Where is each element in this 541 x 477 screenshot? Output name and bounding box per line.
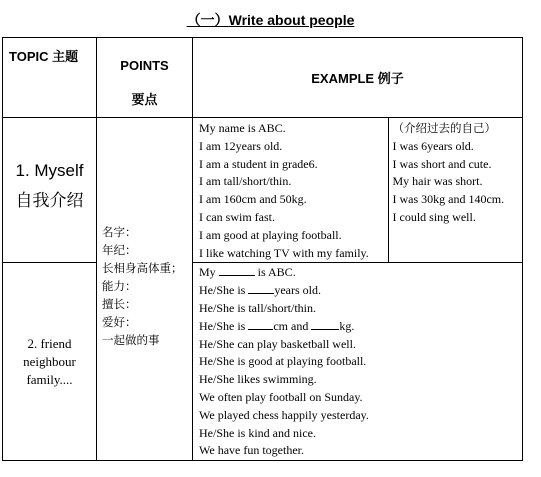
topic-others <box>3 263 97 461</box>
example-line: I could sing well. <box>392 209 476 224</box>
point-strength: 擅长： <box>102 297 137 311</box>
example-line: I can swim fast. <box>199 209 275 224</box>
example-line: I am 160cm and 50kg. <box>199 192 307 207</box>
example-line: He/She can play basketball well. <box>199 336 356 351</box>
row-others <box>3 263 523 461</box>
header-points-en: POINTS <box>120 58 169 73</box>
topic-myself-zh: 自我介绍 <box>15 191 84 211</box>
example-line: He/She is years old. <box>199 283 321 298</box>
example-line: My is ABC. <box>199 265 296 280</box>
example-line: I was 30kg and 140cm. <box>392 192 505 207</box>
example-line: My name is ABC. <box>199 121 286 135</box>
example-line: I am tall/short/thin. <box>199 174 292 189</box>
example-line: My hair was short. <box>392 174 483 189</box>
example-line: I am good at playing football. <box>199 227 342 242</box>
example-line: He/She is kind and nice. <box>199 425 316 440</box>
fill-blank <box>311 318 339 330</box>
point-name: 名字： <box>102 225 137 239</box>
example-line: He/She likes swimming. <box>199 372 317 387</box>
topic-others-line: neighbour <box>23 353 76 369</box>
row-myself <box>3 118 523 263</box>
header-topic: TOPIC 主题 <box>3 38 97 118</box>
past-heading: （介绍过去的自己） <box>392 121 496 135</box>
topic-others-line: 2. friend <box>27 335 72 351</box>
example-line: I am a student in grade6. <box>199 156 318 171</box>
header-example: EXAMPLE 例子 <box>193 38 523 118</box>
header-row <box>3 38 523 118</box>
point-appearance: 长相身高体重； <box>102 261 183 275</box>
title-number: （一） <box>186 13 229 29</box>
example-line: I am 12years old. <box>199 138 283 153</box>
fill-blank <box>248 318 273 330</box>
writing-table <box>2 37 523 461</box>
examples-myself <box>193 118 523 263</box>
point-ability: 能力： <box>102 279 137 293</box>
example-line: I was short and cute. <box>392 156 492 171</box>
example-line: We often play football on Sunday. <box>199 389 363 404</box>
point-activities: 一起做的事 <box>102 333 160 347</box>
topic-myself-en: 1. Myself <box>15 161 84 180</box>
example-line: He/She is cm and kg. <box>199 318 355 333</box>
example-line: We have fun together. <box>199 443 304 458</box>
examples-present <box>193 118 388 262</box>
points-list <box>97 118 192 349</box>
document-title <box>0 10 541 30</box>
topic-others-line: family.... <box>26 371 73 387</box>
header-points-zh: 要点 <box>131 92 158 107</box>
fill-blank <box>219 264 255 276</box>
example-line: I like watching TV with my family. <box>199 245 369 260</box>
example-line: We played chess happily yesterday. <box>199 407 369 422</box>
header-points <box>97 38 193 118</box>
point-hobby: 爱好： <box>102 315 137 329</box>
fill-blank <box>248 282 274 294</box>
example-line: I was 6years old. <box>392 138 474 153</box>
examples-others <box>193 263 523 461</box>
title-text: Write about people <box>228 12 355 28</box>
point-age: 年纪： <box>102 243 137 257</box>
examples-past <box>388 118 523 262</box>
topic-myself <box>3 118 97 263</box>
example-line: He/She is tall/short/thin. <box>199 300 316 315</box>
example-line: He/She is good at playing football. <box>199 354 367 369</box>
points-cell <box>97 118 193 461</box>
